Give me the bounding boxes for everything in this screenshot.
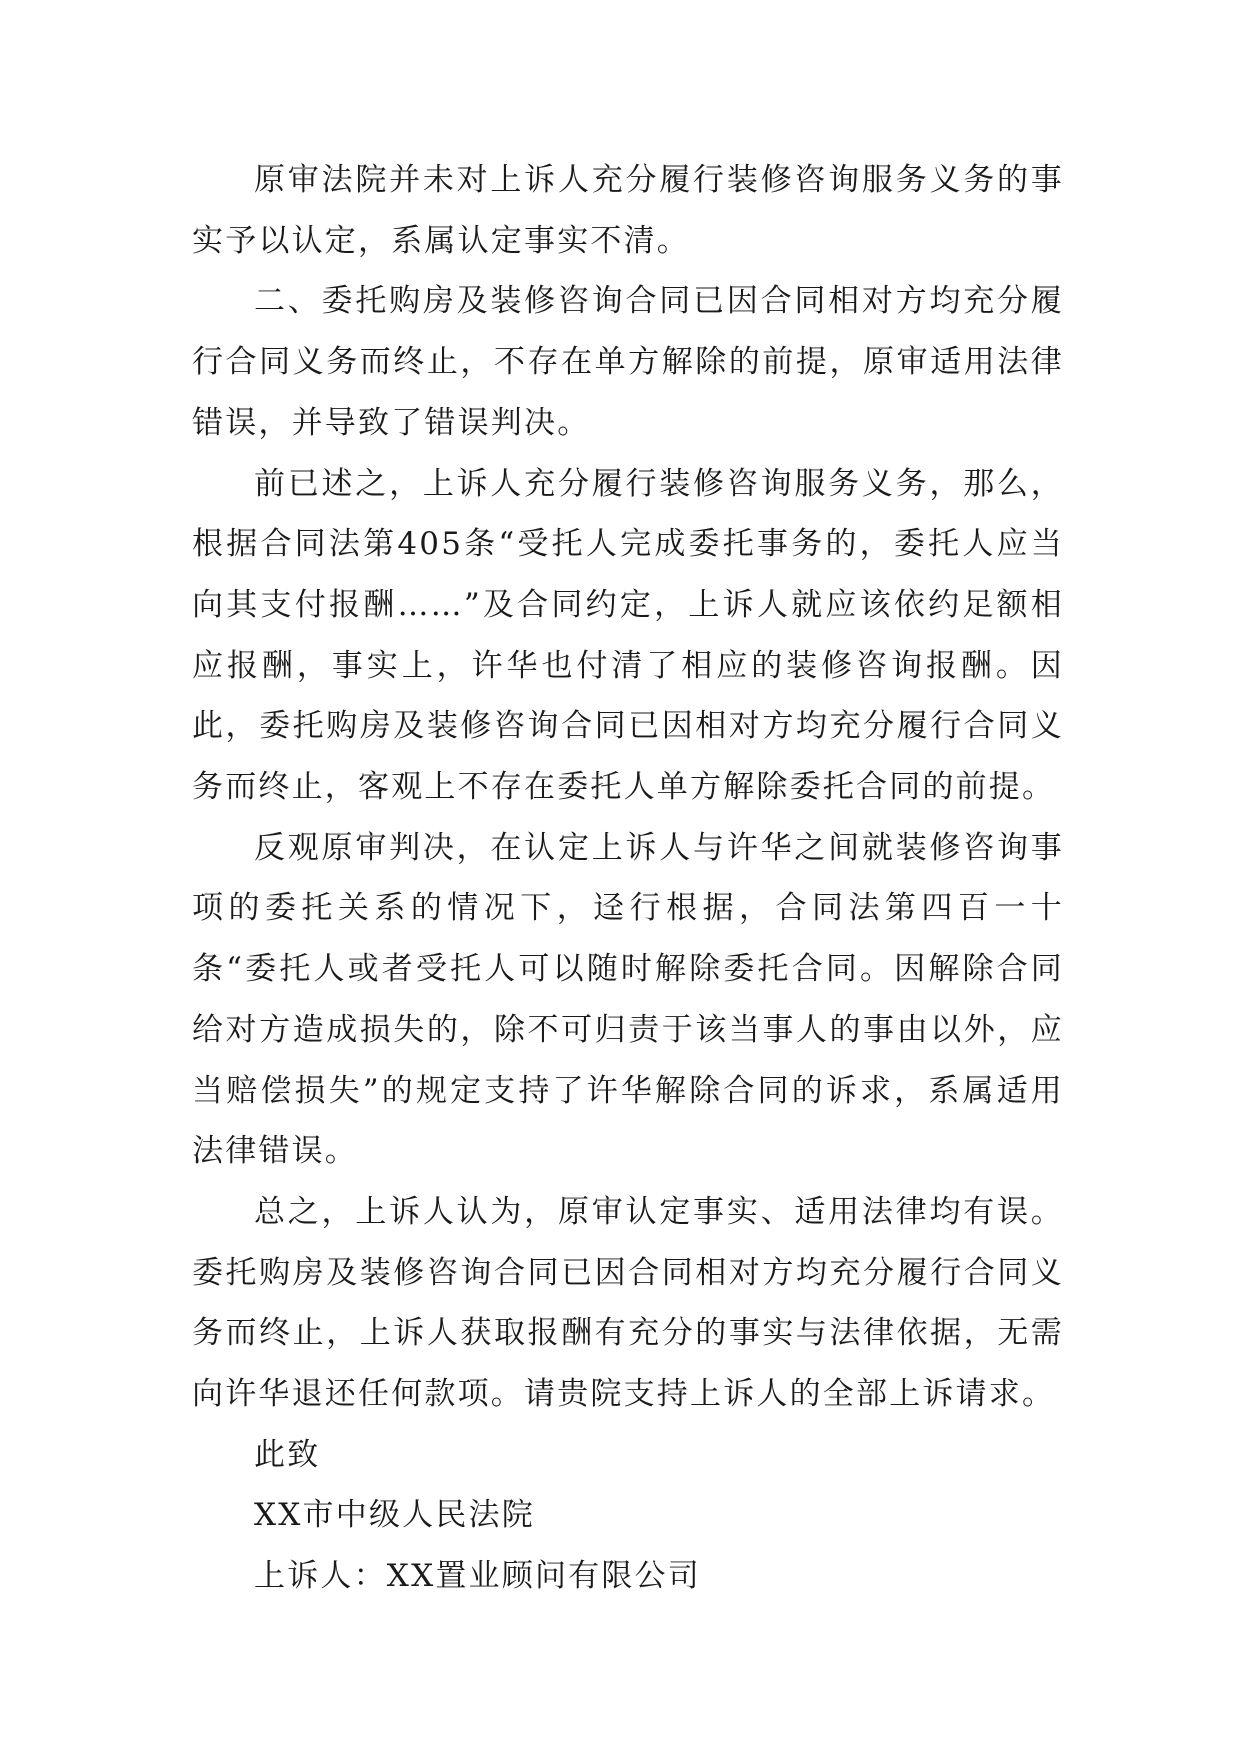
paragraph-performance-argument: 前已述之，上诉人充分履行装修咨询服务义务，那么，根据合同法第405条“受托人完成委托事务的，委托人应当向其支付报酬……”及合同约定，上诉人就应该依约足额相应报酬，事实上，许华也付清了相应的装修咨询报酬。因此，委托购房及装修咨询合同已因相对方均充分履行合同义务而终止，客观上不存在委托人单方解除委托合同的前提。 — [192, 465, 1064, 806]
paragraph-fact-finding: 原审法院并未对上诉人充分履行装修咨询服务义务的事实予以认定，系属认定事实不清。 — [192, 162, 1064, 259]
paragraph-original-judgment-critique: 反观原审判决，在认定上诉人与许华之间就装修咨询事项的委托关系的情况下，迳行根据，合同法第四百一十条“委托人或者受托人可以随时解除委托合同。因解除合同给对方造成损失的，除不可归责于该当事人的事由以外，应当赔偿损失”的规定支持了许华解除合同的诉求，系属适用法律错误。 — [192, 829, 1064, 1170]
closing-appellant-signature: 上诉人：XX置业顾问有限公司 — [254, 1558, 701, 1595]
closing-salutation: 此致 — [254, 1436, 321, 1473]
paragraph-section-two-heading: 二、委托购房及装修咨询合同已因合同相对方均充分履行合同义务而终止，不存在单方解除的前提，原审适用法律错误，并导致了错误判决。 — [192, 283, 1064, 441]
closing-court-name: XX市中级人民法院 — [254, 1497, 535, 1534]
document-page — [192, 150, 1064, 1607]
paragraph-conclusion: 总之，上诉人认为，原审认定事实、适用法律均有误。委托购房及装修咨询合同已因合同相对方均充分履行合同义务而终止，上诉人获取报酬有充分的事实与法律依据，无需向许华退还任何款项。请贵院支持上诉人的全部上诉请求。 — [192, 1193, 1064, 1413]
